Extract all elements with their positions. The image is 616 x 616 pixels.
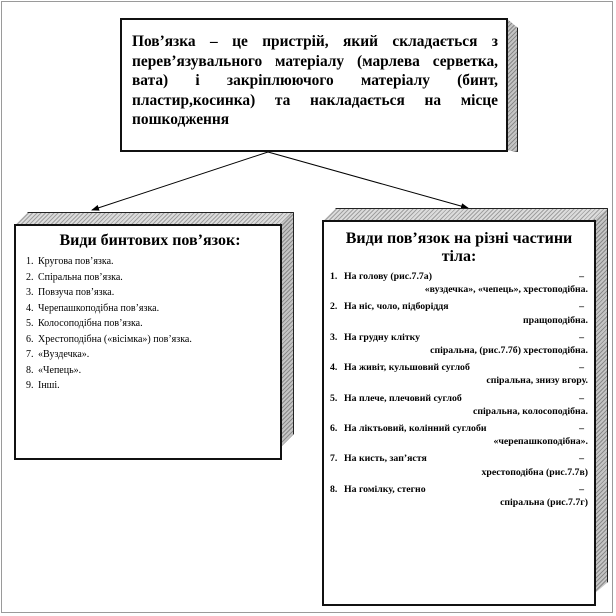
list-item-text: Кругова пов’язка. bbox=[38, 256, 114, 267]
bandage-types-box bbox=[14, 212, 294, 460]
list-item bbox=[330, 300, 588, 326]
body-part-label: На грудну клітку bbox=[344, 331, 421, 343]
list-item bbox=[330, 452, 588, 478]
list-item-text: Черепашкоподібна пов’язка. bbox=[38, 302, 160, 314]
definition-box bbox=[120, 18, 518, 152]
body-part-bandages-face bbox=[322, 220, 596, 606]
list-item-text: Інші. bbox=[38, 380, 60, 391]
list-item-head bbox=[330, 361, 588, 387]
list-item-number: 4. bbox=[330, 362, 338, 374]
list-item bbox=[26, 316, 274, 332]
box-side-shade bbox=[280, 212, 294, 448]
body-part-label: На голову (рис.7.7а) bbox=[344, 271, 432, 282]
definition-face bbox=[120, 18, 508, 152]
list-item-head bbox=[330, 270, 588, 296]
list-item bbox=[330, 422, 588, 448]
list-item bbox=[330, 483, 588, 509]
list-item-number: 7. bbox=[330, 453, 338, 465]
list-item-number: 8. bbox=[26, 364, 34, 376]
dash-separator: – bbox=[579, 331, 584, 343]
list-item-number: 8. bbox=[330, 483, 338, 495]
body-part-bandages-title: Види пов’язок на різні частини тіла: bbox=[345, 230, 573, 265]
list-item-number: 7. bbox=[26, 349, 34, 360]
list-item-row bbox=[344, 422, 588, 435]
body-part-label: На ліктьовий, колінний суглоби bbox=[344, 423, 487, 435]
list-item-number: 2. bbox=[330, 301, 338, 313]
list-item-text: Повзуча пов’язка. bbox=[38, 287, 115, 298]
list-item-head bbox=[330, 452, 588, 478]
body-part-label: На гомілку, стегно bbox=[344, 483, 426, 495]
list-item-body bbox=[344, 392, 588, 418]
bandage-types-label: спіральна (рис.7.7г) bbox=[500, 497, 588, 509]
list-item-head bbox=[330, 422, 588, 448]
bandage-types-face bbox=[14, 224, 282, 460]
dash-separator: – bbox=[579, 483, 584, 495]
definition-text bbox=[132, 32, 498, 130]
list-item-body bbox=[344, 331, 588, 357]
dash-separator: – bbox=[579, 453, 584, 465]
dash-separator: – bbox=[579, 423, 584, 435]
list-item-number: 6. bbox=[330, 423, 338, 435]
list-item-text: «Вуздечка». bbox=[38, 349, 90, 360]
list-item-row bbox=[344, 331, 588, 344]
list-item-number: 6. bbox=[26, 333, 34, 345]
list-item-body bbox=[344, 422, 588, 448]
dash-separator: – bbox=[579, 392, 584, 404]
definition-body: – це пристрій, який складається з перев’язувального матеріалу (марлева серветка, вата) і закріплюючого матеріалу (бинт, пластир,косинка) та накладається на місце пошкодження bbox=[132, 33, 498, 128]
list-item-head bbox=[330, 392, 588, 418]
list-item bbox=[330, 270, 588, 296]
list-item bbox=[26, 254, 274, 270]
body-part-bandages-box bbox=[322, 208, 608, 606]
bandage-types-label: «черепашкоподібна». bbox=[493, 436, 588, 448]
list-item bbox=[330, 361, 588, 387]
list-item-head bbox=[330, 331, 588, 357]
list-item-text: «Чепець». bbox=[38, 364, 82, 376]
bandage-types-label: хрестоподібна (рис.7.7в) bbox=[481, 466, 588, 478]
definition-term: Пов’язка bbox=[132, 33, 196, 50]
list-item-number: 9. bbox=[26, 380, 34, 391]
bandage-types-label: пращоподібна. bbox=[523, 314, 588, 326]
list-item-row bbox=[344, 483, 588, 496]
dash-separator: – bbox=[579, 362, 584, 374]
body-part-label: На ніс, чоло, підборіддя bbox=[344, 301, 449, 313]
bandage-types-title: Види бинтових пов’язок: bbox=[59, 232, 241, 249]
list-item bbox=[330, 392, 588, 418]
list-item bbox=[26, 363, 274, 379]
list-item-row bbox=[344, 452, 588, 465]
list-item-number: 3. bbox=[330, 331, 338, 343]
bandage-types-label: спіральна, (рис.7.7б) хрестоподібна. bbox=[430, 345, 588, 357]
list-item-number: 1. bbox=[26, 256, 34, 267]
list-item-number: 2. bbox=[26, 271, 34, 283]
list-item bbox=[26, 285, 274, 301]
bandage-types-label: спіральна, знизу вгору. bbox=[486, 375, 588, 387]
list-item-number: 5. bbox=[330, 392, 338, 404]
list-item-text: Хрестоподібна («вісімка») пов’язка. bbox=[38, 333, 192, 345]
list-item-body bbox=[344, 361, 588, 387]
arrow-to-left-box bbox=[92, 152, 268, 210]
list-item-number: 4. bbox=[26, 302, 34, 314]
list-item-row bbox=[344, 270, 588, 283]
arrow-to-right-box bbox=[268, 152, 468, 208]
list-item-body bbox=[344, 452, 588, 478]
list-item bbox=[330, 331, 588, 357]
list-item-body bbox=[344, 270, 588, 296]
list-item-row bbox=[344, 300, 588, 313]
body-part-label: На плече, плечовий суглоб bbox=[344, 392, 462, 404]
body-part-label: На кисть, зап’ястя bbox=[344, 453, 427, 465]
list-item-row bbox=[344, 361, 588, 374]
list-item bbox=[26, 378, 274, 394]
list-item-head bbox=[330, 483, 588, 509]
body-part-bandages-list bbox=[330, 270, 588, 509]
list-item-text: Колосоподібна пов’язка. bbox=[38, 318, 143, 329]
list-item bbox=[26, 301, 274, 317]
box-side-shade bbox=[594, 208, 608, 594]
list-item-body bbox=[344, 483, 588, 509]
dash-separator: – bbox=[579, 301, 584, 313]
list-item-head bbox=[330, 300, 588, 326]
body-part-label: На живіт, кульшовий суглоб bbox=[344, 362, 470, 374]
dash-separator: – bbox=[579, 271, 584, 282]
list-item-number: 1. bbox=[330, 271, 338, 282]
list-item-body bbox=[344, 300, 588, 326]
list-item bbox=[26, 332, 274, 348]
bandage-types-list bbox=[26, 254, 274, 394]
list-item bbox=[26, 270, 274, 286]
list-item-number: 5. bbox=[26, 318, 34, 329]
list-item-text: Спіральна пов’язка. bbox=[38, 271, 123, 283]
bandage-types-label: «вуздечка», «чепець», хрестоподібна. bbox=[424, 284, 588, 296]
list-item-row bbox=[344, 392, 588, 405]
list-item-number: 3. bbox=[26, 287, 34, 298]
bandage-types-label: спіральна, колосоподібна. bbox=[472, 405, 588, 417]
list-item bbox=[26, 347, 274, 363]
